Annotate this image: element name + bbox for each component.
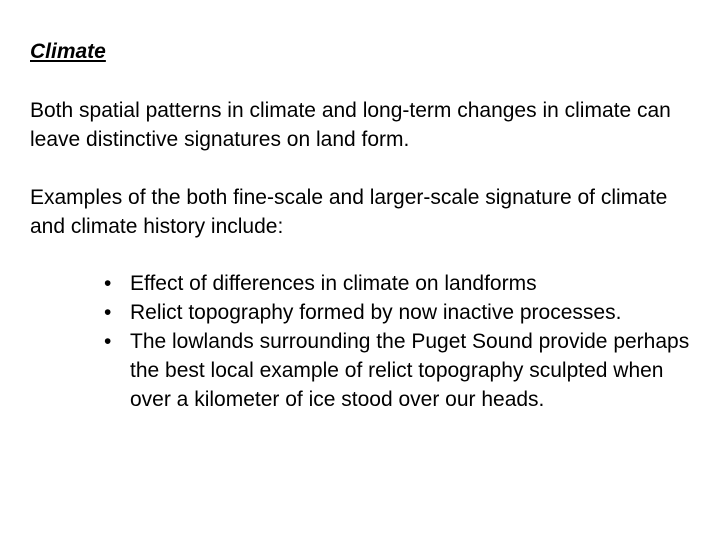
paragraph-examples: Examples of the both fine-scale and larger-scale signature of climate and climate history include: [30, 186, 668, 238]
bullet-text: The lowlands surrounding the Puget Sound provide perhaps the best local example of relict topography sculpted when over a kilometer of ice stood over our heads. [130, 330, 690, 411]
bullet-item [0, 269, 720, 298]
bullet-icon: • [104, 272, 112, 295]
bullet-text: Relict topography formed by now inactive processes. [130, 301, 622, 324]
bullet-item [0, 298, 720, 327]
slide-title: Climate [30, 40, 106, 63]
bullet-text: Effect of differences in climate on landforms [130, 272, 537, 295]
bullet-item [0, 327, 720, 414]
bullet-list [0, 269, 720, 414]
paragraph-spatial-patterns: Both spatial patterns in climate and long-term changes in climate can leave distinctive signatures on land form. [30, 99, 671, 151]
bullet-icon: • [104, 330, 112, 353]
bullet-icon: • [104, 301, 112, 324]
